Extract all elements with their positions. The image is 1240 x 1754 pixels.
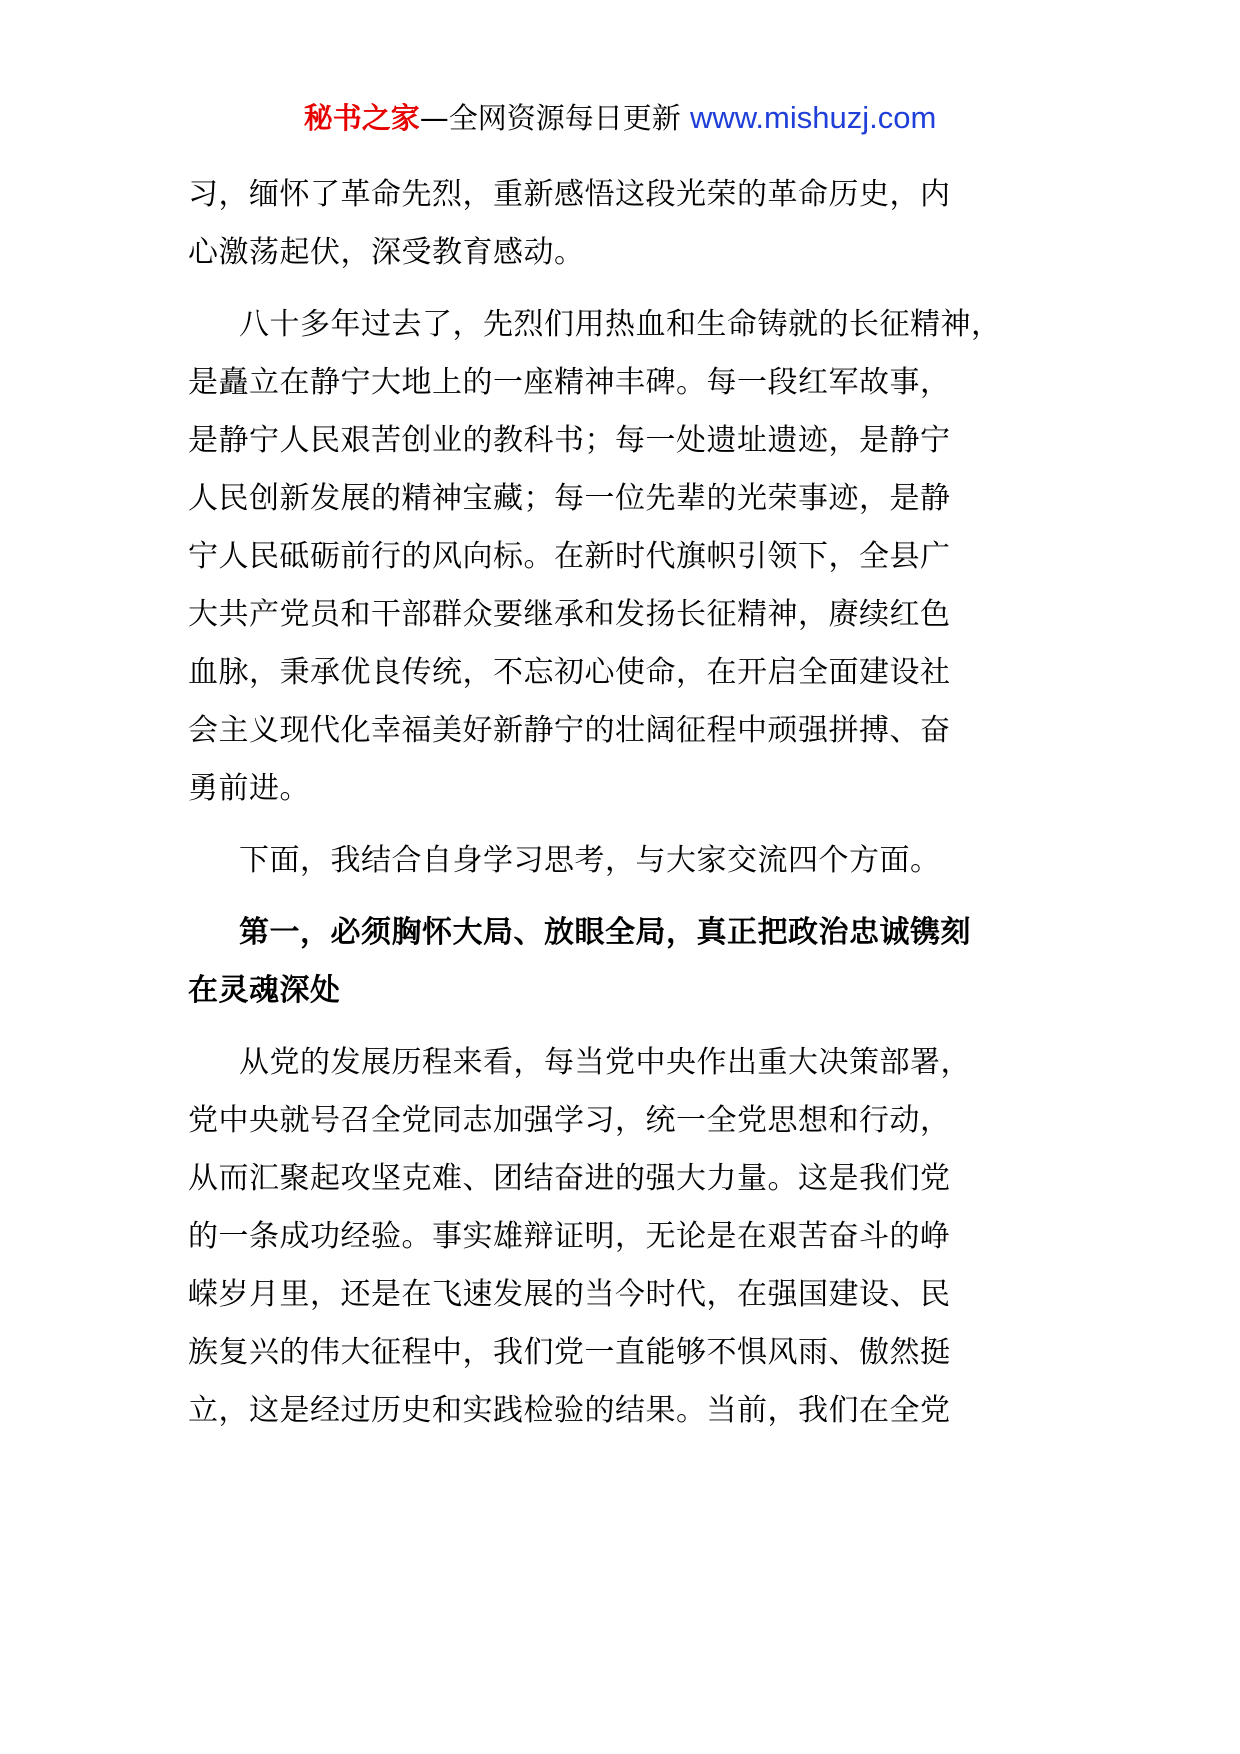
- text-line: 人民创新发展的精神宝藏；每一位先辈的光荣事迹，是静: [188, 481, 951, 516]
- paragraph-start: 从党的发展历程来看，每当党中央作出重大决策部署，: [239, 1045, 971, 1080]
- text-line: 会主义现代化幸福美好新静宁的壮阔征程中顽强拼搏、奋: [188, 713, 951, 748]
- text-line: 从而汇聚起攻坚克难、团结奋进的强大力量。这是我们党: [188, 1161, 951, 1196]
- text-line: 是矗立在静宁大地上的一座精神丰碑。每一段红军故事，: [188, 365, 951, 400]
- text-line: 党中央就号召全党同志加强学习，统一全党思想和行动，: [188, 1103, 951, 1138]
- text-line: 心激荡起伏，深受教育感动。: [188, 235, 585, 270]
- paragraph-start: 下面，我结合自身学习思考，与大家交流四个方面。: [239, 843, 941, 878]
- site-url-link[interactable]: www.mishuzj.com: [689, 100, 937, 135]
- text-line: 是静宁人民艰苦创业的教科书；每一处遗址遗迹，是静宁: [188, 423, 951, 458]
- text-line: 大共产党员和干部群众要继承和发扬长征精神，赓续红色: [188, 597, 951, 632]
- text-line: 嵘岁月里，还是在飞速发展的当今时代，在强国建设、民: [188, 1277, 951, 1312]
- text-line: 勇前进。: [188, 771, 310, 806]
- text-line: 的一条成功经验。事实雄辩证明，无论是在艰苦奋斗的峥: [188, 1219, 951, 1254]
- section-heading-cont: 在灵魂深处: [188, 973, 341, 1008]
- text-line: 血脉，秉承优良传统，不忘初心使命，在开启全面建设社: [188, 655, 951, 690]
- document-body: [188, 166, 1068, 1440]
- paragraph-start: 八十多年过去了，先烈们用热血和生命铸就的长征精神，: [239, 307, 1002, 342]
- site-brand: 秘书之家: [303, 101, 420, 135]
- text-line: 立，这是经过历史和实践检验的结果。当前，我们在全党: [188, 1393, 951, 1428]
- section-heading: 第一，必须胸怀大局、放眼全局，真正把政治忠诚镌刻: [239, 915, 971, 950]
- text-line: 族复兴的伟大征程中，我们党一直能够不惧风雨、傲然挺: [188, 1335, 951, 1370]
- text-line: 宁人民砥砺前行的风向标。在新时代旗帜引领下，全县广: [188, 539, 951, 574]
- text-line: 习，缅怀了革命先烈，重新感悟这段光荣的革命历史，内: [188, 177, 951, 212]
- site-tagline: —全网资源每日更新: [419, 101, 681, 135]
- site-header: [0, 98, 1240, 138]
